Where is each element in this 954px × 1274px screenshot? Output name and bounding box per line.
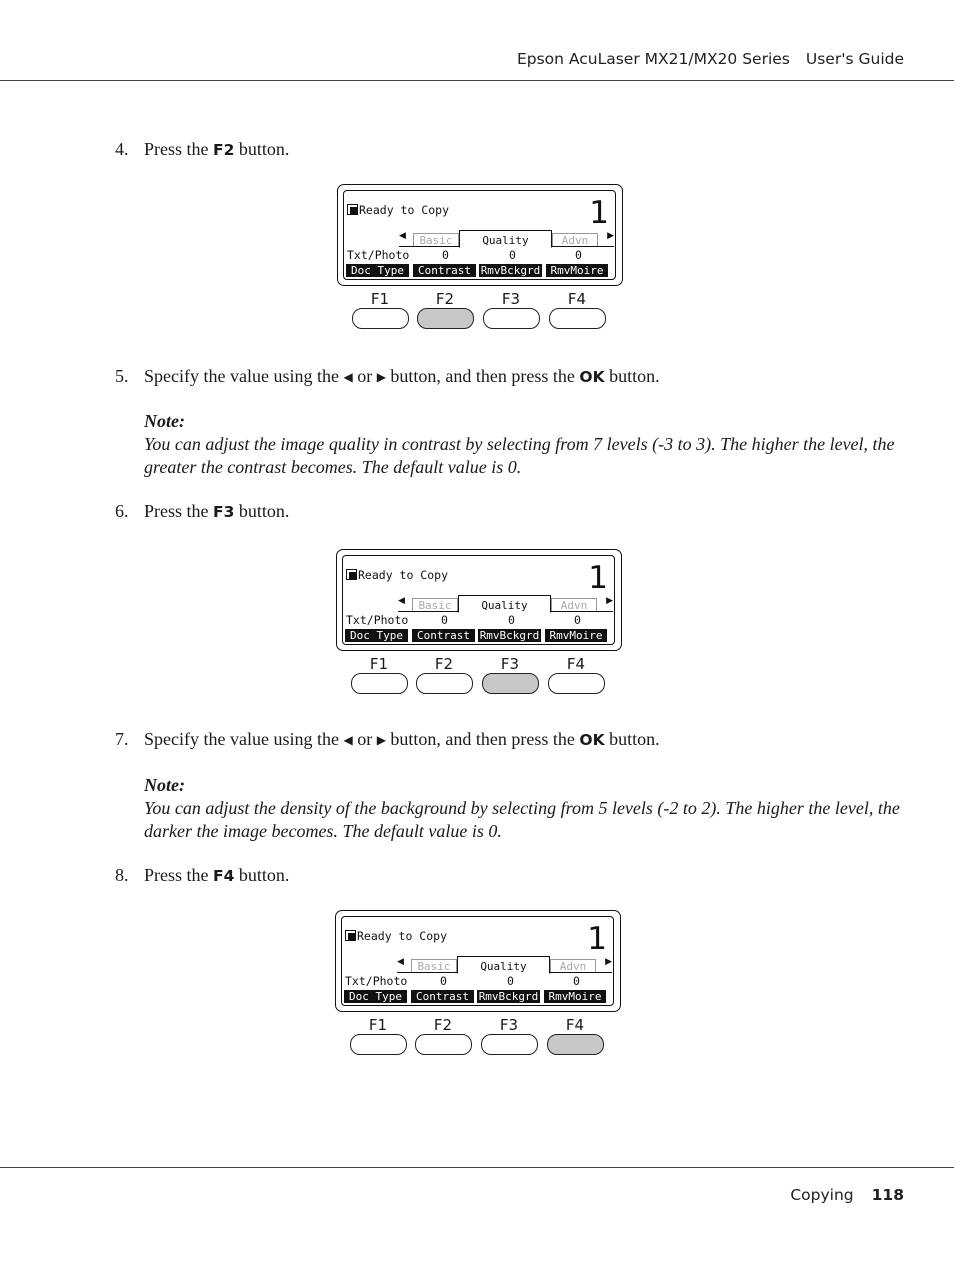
lcd-tab-1: Quality	[458, 595, 551, 613]
copy-count: 1	[588, 560, 608, 596]
step-text: button.	[604, 729, 660, 749]
button-label: F4	[566, 655, 586, 673]
lcd-value: Txt/Photo	[345, 974, 408, 988]
note-title: Note:	[144, 775, 185, 795]
lcd-function-label: Contrast	[413, 264, 476, 277]
f1-button	[350, 1034, 407, 1055]
button-label: F4	[565, 1016, 585, 1034]
tab-left-arrow-icon: ◀	[398, 596, 405, 606]
lcd-function-label: Contrast	[412, 629, 475, 642]
lcd-value: 0	[440, 974, 447, 988]
lcd-function-label: Contrast	[411, 990, 474, 1003]
tab-right-arrow-icon: ▶	[606, 596, 613, 606]
button-labels	[337, 290, 621, 308]
lcd-status	[345, 929, 447, 943]
key-name: F2	[213, 141, 235, 159]
guide-label: User's Guide	[805, 50, 904, 68]
lcd-screen	[343, 190, 616, 280]
lcd-function-label: Doc Type	[344, 990, 407, 1003]
page-number: 118	[871, 1186, 904, 1204]
lcd-value: 0	[442, 248, 449, 262]
lcd-values	[347, 248, 613, 262]
lcd-screen	[342, 555, 615, 645]
lcd-function-label: RmvBckgrd	[480, 264, 541, 277]
lcd-tabs	[399, 230, 614, 247]
lcd-tab-0: Basic	[413, 233, 459, 246]
tab-left-arrow-icon: ◀	[399, 231, 406, 241]
note-background	[144, 774, 904, 843]
note-body: You can adjust the image quality in contrast by selecting from 7 levels (-3 to 3). The higher the level, the greater the contrast becomes. The default value is 0.	[144, 434, 895, 477]
lcd-value: Txt/Photo	[346, 613, 409, 627]
lcd-status	[346, 568, 448, 582]
lcd-tab-1: Quality	[459, 230, 552, 248]
key-name: F3	[213, 503, 235, 521]
status-text: Ready to Copy	[358, 568, 449, 582]
button-label: F1	[370, 290, 390, 308]
step-number: 6.	[115, 501, 129, 521]
f2-button	[416, 673, 473, 694]
step-number: 7.	[115, 729, 129, 749]
step-8	[115, 864, 289, 887]
step-5	[115, 365, 660, 388]
lcd-value: Txt/Photo	[347, 248, 410, 262]
note-body: You can adjust the density of the background by selecting from 5 levels (-2 to 2). The higher the level, the darker the image becomes. The default value is 0.	[144, 798, 900, 841]
step-text: button.	[234, 501, 290, 521]
f4-button	[548, 673, 605, 694]
button-label: F2	[435, 290, 455, 308]
lcd-frame	[336, 549, 622, 651]
button-label: F2	[433, 1016, 453, 1034]
lcd-tabs	[397, 956, 612, 973]
step-4	[115, 138, 289, 161]
step-6	[115, 500, 289, 523]
lcd-value: 0	[574, 613, 581, 627]
left-arrow-icon: ◀	[343, 733, 353, 747]
button-label: F3	[500, 655, 520, 673]
control-panel-f4	[335, 910, 625, 1060]
f3-button	[482, 673, 539, 694]
key-name: F4	[213, 867, 235, 885]
lcd-function-label: Doc Type	[346, 264, 409, 277]
button-labels	[335, 1016, 619, 1034]
step-text: Press the	[144, 139, 213, 159]
step-text: or	[352, 366, 377, 386]
lcd-function-label: RmvMoire	[545, 629, 607, 642]
lcd-value: 0	[575, 248, 582, 262]
page-footer	[790, 1186, 904, 1204]
step-text: button.	[604, 366, 660, 386]
key-name: OK	[579, 731, 605, 749]
right-arrow-icon: ▶	[376, 370, 386, 384]
lcd-tab-1: Quality	[457, 956, 550, 974]
step-text: button.	[234, 139, 290, 159]
note-contrast	[144, 410, 904, 479]
tab-right-arrow-icon: ▶	[607, 231, 614, 241]
lcd-function-label: Doc Type	[345, 629, 408, 642]
button-label: F3	[501, 290, 521, 308]
button-label: F4	[567, 290, 587, 308]
header-divider	[0, 80, 954, 81]
step-text: or	[352, 729, 377, 749]
f4-button	[547, 1034, 604, 1055]
lcd-value: 0	[573, 974, 580, 988]
key-name: OK	[579, 368, 605, 386]
step-text: button, and then press the	[385, 729, 580, 749]
lcd-tabs	[398, 595, 613, 612]
step-text: Press the	[144, 865, 213, 885]
f3-button	[481, 1034, 538, 1055]
button-label: F3	[499, 1016, 519, 1034]
lcd-function-label: RmvMoire	[546, 264, 608, 277]
lcd-tab-2: Advn	[550, 959, 596, 972]
right-arrow-icon: ▶	[376, 733, 386, 747]
lcd-function-label: RmvBckgrd	[478, 990, 539, 1003]
lcd-value: 0	[509, 248, 516, 262]
button-labels	[336, 655, 620, 673]
step-text: button.	[234, 865, 290, 885]
button-label: F1	[368, 1016, 388, 1034]
copy-icon	[347, 204, 358, 215]
step-7	[115, 728, 660, 751]
lcd-tab-0: Basic	[412, 598, 458, 611]
tab-left-arrow-icon: ◀	[397, 957, 404, 967]
f4-button	[549, 308, 606, 329]
f1-button	[352, 308, 409, 329]
control-panel-f2	[337, 184, 627, 334]
step-text: Specify the value using the	[144, 729, 344, 749]
f1-button	[351, 673, 408, 694]
step-number: 8.	[115, 865, 129, 885]
left-arrow-icon: ◀	[343, 370, 353, 384]
step-text: button, and then press the	[385, 366, 580, 386]
tab-right-arrow-icon: ▶	[605, 957, 612, 967]
step-number: 4.	[115, 139, 129, 159]
status-text: Ready to Copy	[357, 929, 448, 943]
page-header	[517, 50, 904, 68]
f2-button	[415, 1034, 472, 1055]
footer-divider	[0, 1167, 954, 1168]
f3-button	[483, 308, 540, 329]
lcd-values	[345, 974, 611, 988]
lcd-value: 0	[441, 613, 448, 627]
control-panel-f3	[336, 549, 626, 699]
lcd-function-labels	[346, 264, 612, 277]
copy-icon	[345, 930, 356, 941]
button-label: F2	[434, 655, 454, 673]
lcd-frame	[337, 184, 623, 286]
lcd-tab-0: Basic	[411, 959, 457, 972]
section-name: Copying	[790, 1186, 854, 1204]
step-text: Specify the value using the	[144, 366, 344, 386]
lcd-screen	[341, 916, 614, 1006]
status-text: Ready to Copy	[359, 203, 450, 217]
button-label: F1	[369, 655, 389, 673]
lcd-value: 0	[507, 974, 514, 988]
lcd-values	[346, 613, 612, 627]
lcd-function-label: RmvBckgrd	[479, 629, 540, 642]
lcd-status	[347, 203, 449, 217]
copy-count: 1	[587, 921, 607, 957]
step-text: Press the	[144, 501, 213, 521]
lcd-tab-2: Advn	[552, 233, 598, 246]
step-number: 5.	[115, 366, 129, 386]
lcd-function-labels	[345, 629, 611, 642]
lcd-tab-2: Advn	[551, 598, 597, 611]
f2-button	[417, 308, 474, 329]
lcd-value: 0	[508, 613, 515, 627]
lcd-function-labels	[344, 990, 610, 1003]
lcd-function-label: RmvMoire	[544, 990, 606, 1003]
note-title: Note:	[144, 411, 185, 431]
document-title: Epson AcuLaser MX21/MX20 Series	[516, 50, 790, 68]
lcd-frame	[335, 910, 621, 1012]
copy-count: 1	[589, 195, 609, 231]
copy-icon	[346, 569, 357, 580]
